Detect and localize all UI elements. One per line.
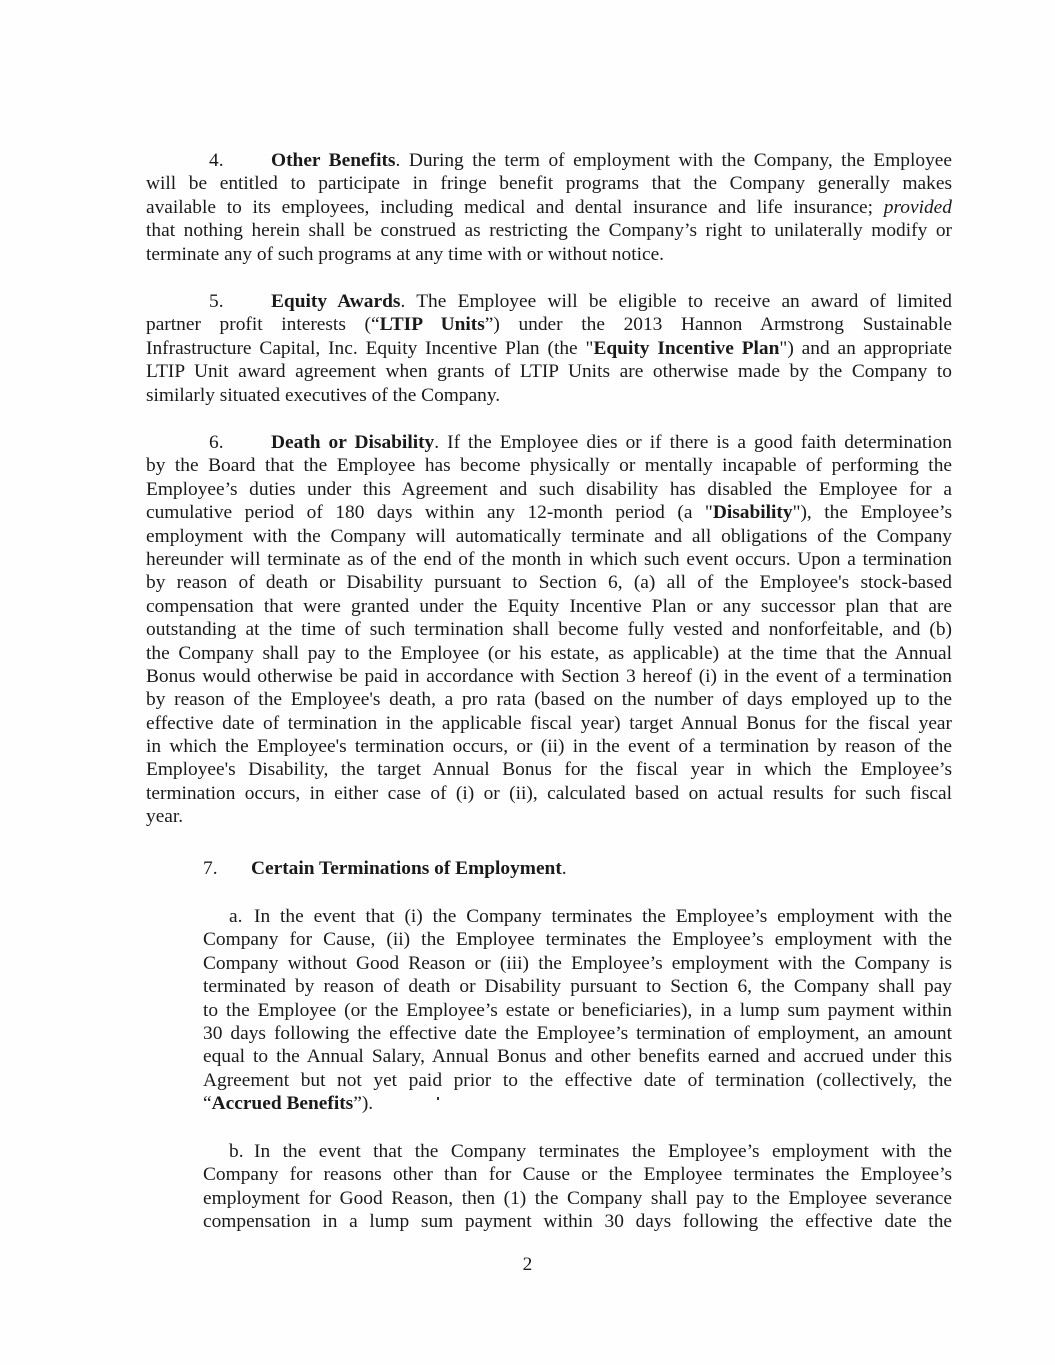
section-4-other-benefits [146,149,952,266]
paragraph-line: similarly situated executives of the Company. [146,384,501,406]
paragraph-line: by the Board that the Employee has become physically or mentally incapable of performing the [146,455,952,477]
paragraph-line: terminate any of such programs at any time with or without notice. [146,243,665,265]
paragraph-line: 6. Death or Disability. If the Employee dies or if there is a good faith determination [209,432,952,453]
section-7-heading: 7. Certain Terminations of Employment. [203,858,567,879]
paragraph-line: compensation that were granted under the Equity Incentive Plan or any successor plan that are [146,595,952,617]
subsection-label: a. [229,906,243,927]
defined-term: Accrued Benefits [211,1093,354,1115]
paragraph-line: Company without Good Reason or (iii) the Employee’s employment with the Company is [203,952,952,974]
paragraph-line: Infrastructure Capital, Inc. Equity Incentive Plan (the "Equity Incentive Plan") and an appropriate [146,337,952,359]
paragraph-line: by reason of the Employee's death, a pro rata (based on the number of days employed up to the [146,689,952,711]
section-title: Equity Awards [271,291,401,312]
section-title: Death or Disability [271,432,435,453]
paragraph-line: in which the Employee's termination occurs, or (ii) in the event of a termination by reason of the [146,736,952,758]
paragraph-line: that nothing herein shall be construed as restricting the Company’s right to unilaterally modify or [146,220,952,242]
defined-term: Equity Incentive Plan [593,337,780,359]
paragraph-line: outstanding at the time of such termination shall become fully vested and nonforfeitable, and (b) [146,619,952,641]
paragraph-line: 5. Equity Awards. The Employee will be eligible to receive an award of limited [209,291,952,312]
paragraph-line: termination occurs, in either case of (i) or (ii), calculated based on actual results for such fiscal [146,782,952,804]
section-title: Certain Terminations of Employment [251,858,562,879]
page-number: 2 [522,1254,533,1275]
paragraph-line: 4. Other Benefits. During the term of employment with the Company, the Employee [209,150,952,171]
paragraph-line: partner profit interests (“LTIP Units”) under the 2013 Hannon Armstrong Sustainable [146,314,952,336]
paragraph-line: year. [146,806,184,828]
section-number: 4. [209,150,224,171]
section-number: 5. [209,291,224,312]
italic-term: provided [883,196,952,218]
scan-artifact [437,1097,439,1100]
section-7b [203,1140,952,1234]
paragraph-line: employment for Good Reason, then (1) the Company shall pay to the Employee severance [203,1187,952,1209]
paragraph-line: Company for reasons other than for Cause or the Employee terminates the Employee’s [203,1164,952,1186]
paragraph-line: hereunder will terminate as of the end of the month in which such event occurs. Upon a termination [146,548,952,570]
section-6-death-or-disability [146,431,952,829]
paragraph-line: Employee’s duties under this Agreement and such disability has disabled the Employee for a [146,478,952,500]
section-number: 7. [203,858,218,879]
subsection-label: b. [229,1141,244,1162]
paragraph-line: by reason of death or Disability pursuant to Section 6, (a) all of the Employee's stock-based [146,572,952,594]
section-7a [203,905,952,1116]
defined-term: LTIP Units [379,314,485,336]
paragraph-line: “Accrued Benefits”). [203,1093,374,1115]
paragraph-line: compensation in a lump sum payment within 30 days following the effective date the [203,1211,952,1233]
section-5-equity-awards [146,290,952,407]
section-title: Other Benefits [271,150,396,171]
paragraph-line: 30 days following the effective date the Employee’s termination of employment, an amount [203,1022,952,1044]
paragraph-line: a. In the event that (i) the Company terminates the Employee’s employment with the [229,906,952,927]
paragraph-line: will be entitled to participate in fringe benefit programs that the Company generally makes [146,173,952,195]
paragraph-line: the Company shall pay to the Employee (or his estate, as applicable) at the time that the Annual [146,642,952,664]
paragraph-line: to the Employee (or the Employee’s estate or beneficiaries), in a lump sum payment within [203,999,952,1021]
paragraph-line: Agreement but not yet paid prior to the effective date of termination (collectively, the [203,1069,952,1091]
paragraph-line: terminated by reason of death or Disability pursuant to Section 6, the Company shall pay [203,976,952,998]
paragraph-line: b. In the event that the Company terminates the Employee’s employment with the [229,1141,952,1162]
section-number: 6. [209,432,224,453]
paragraph-line: equal to the Annual Salary, Annual Bonus and other benefits earned and accrued under this [203,1046,952,1068]
paragraph-line: Company for Cause, (ii) the Employee terminates the Employee’s employment with the [203,929,952,951]
paragraph-line: LTIP Unit award agreement when grants of LTIP Units are otherwise made by the Company to [146,361,952,383]
paragraph-line: Bonus would otherwise be paid in accordance with Section 3 hereof (i) in the event of a termination [146,665,952,687]
defined-term: Disability [712,502,793,524]
paragraph-line: available to its employees, including medical and dental insurance and life insurance; provided [146,196,952,218]
paragraph-line: cumulative period of 180 days within any 12-month period (a "Disability"), the Employee’s [146,502,952,524]
paragraph-line: effective date of termination in the applicable fiscal year) target Annual Bonus for the fiscal year [146,712,952,734]
paragraph-line: Employee's Disability, the target Annual Bonus for the fiscal year in which the Employee’s [146,759,952,781]
paragraph-line: employment with the Company will automatically terminate and all obligations of the Company [146,525,952,547]
